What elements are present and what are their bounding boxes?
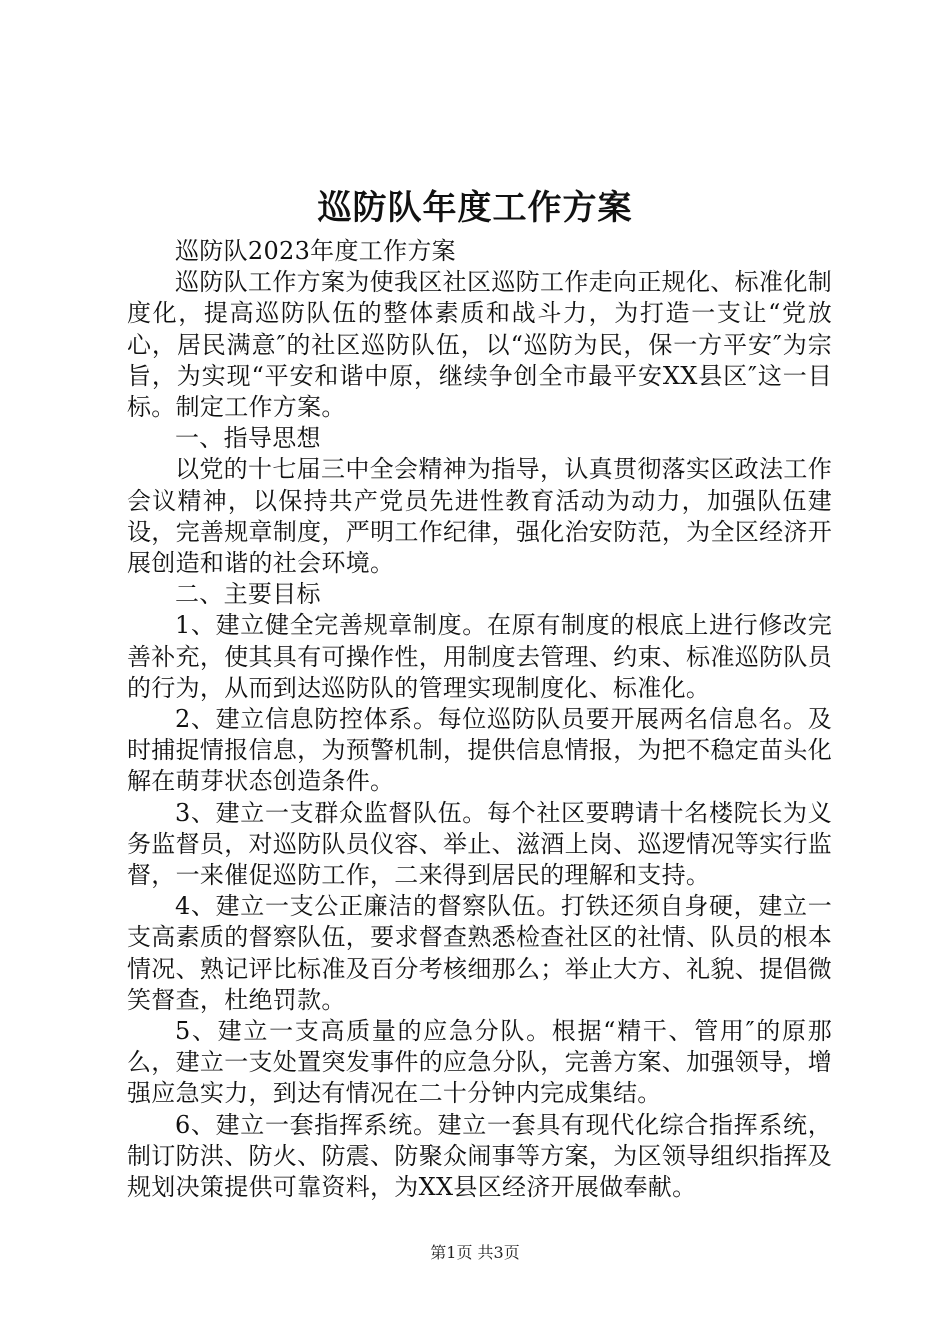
goal-paragraph-6: 6、建立一套指挥系统。建立一套具有现代化综合指挥系统，制订防洪、防火、防震、防聚众闹事等方案，为区领导组织指挥及规划决策提供可靠资料，为XX县区经济开展做奉献。 bbox=[127, 1110, 832, 1202]
goal-paragraph-3: 3、建立一支群众监督队伍。每个社区要聘请十名楼院长为义务监督员，对巡防队员仪容、举止、滋酒上岗、巡逻情况等实行监督，一来催促巡防工作，二来得到居民的理解和支持。 bbox=[127, 798, 832, 890]
section-heading-main-goals: 二、主要目标 bbox=[175, 580, 321, 609]
document-body bbox=[127, 236, 832, 1203]
goal-paragraph-2: 2、建立信息防控体系。每位巡防队员要开展两名信息名。及时捕捉情报信息，为预警机制，提供信息情报，为把不稳定苗头化解在萌芽状态创造条件。 bbox=[127, 705, 832, 796]
guiding-ideology-paragraph: 以党的十七届三中全会精神为指导，认真贯彻落实区政法工作会议精神，以保持共产党员先进性教育活动为动力，加强队伍建设，完善规章制度，严明工作纪律，强化治安防范，为全区经济开展创造和谐的社会环境。 bbox=[127, 455, 832, 578]
document-title: 巡防队年度工作方案 bbox=[317, 188, 633, 228]
goal-paragraph-5: 5、建立一支高质量的应急分队。根据“精干、管用″的原那么，建立一支处置突发事件的应急分队，完善方案、加强领导，增强应急实力，到达有情况在二十分钟内完成集结。 bbox=[127, 1017, 832, 1108]
goal-paragraph-4: 4、建立一支公正廉洁的督察队伍。打铁还须自身硬，建立一支高素质的督察队伍，要求督查熟悉检查社区的社情、队员的根本情况、熟记评比标准及百分考核细那么；举止大方、礼貌、提倡微笑督查，杜绝罚款。 bbox=[127, 892, 832, 1014]
subtitle-paragraph: 巡防队2023年度工作方案 bbox=[175, 237, 456, 265]
section-heading-guiding-ideology: 一、指导思想 bbox=[175, 424, 321, 453]
goal-paragraph-1: 1、建立健全完善规章制度。在原有制度的根底上进行修改完善补充，使其具有可操作性，用制度去管理、约束、标准巡防队员的行为，从而到达巡防队的管理实现制度化、标准化。 bbox=[127, 611, 832, 702]
page-number-footer: 第1页 共3页 bbox=[430, 1243, 520, 1262]
intro-paragraph: 巡防队工作方案为使我区社区巡防工作走向正规化、标准化制度化，提高巡防队伍的整体素质和战斗力，为打造一支让“党放心，居民满意″的社区巡防队伍，以“巡防为民，保一方平安″为宗旨，为实现“平安和谐中原，继续争创全市最平安XX县区″这一目标。制定工作方案。 bbox=[127, 268, 832, 422]
